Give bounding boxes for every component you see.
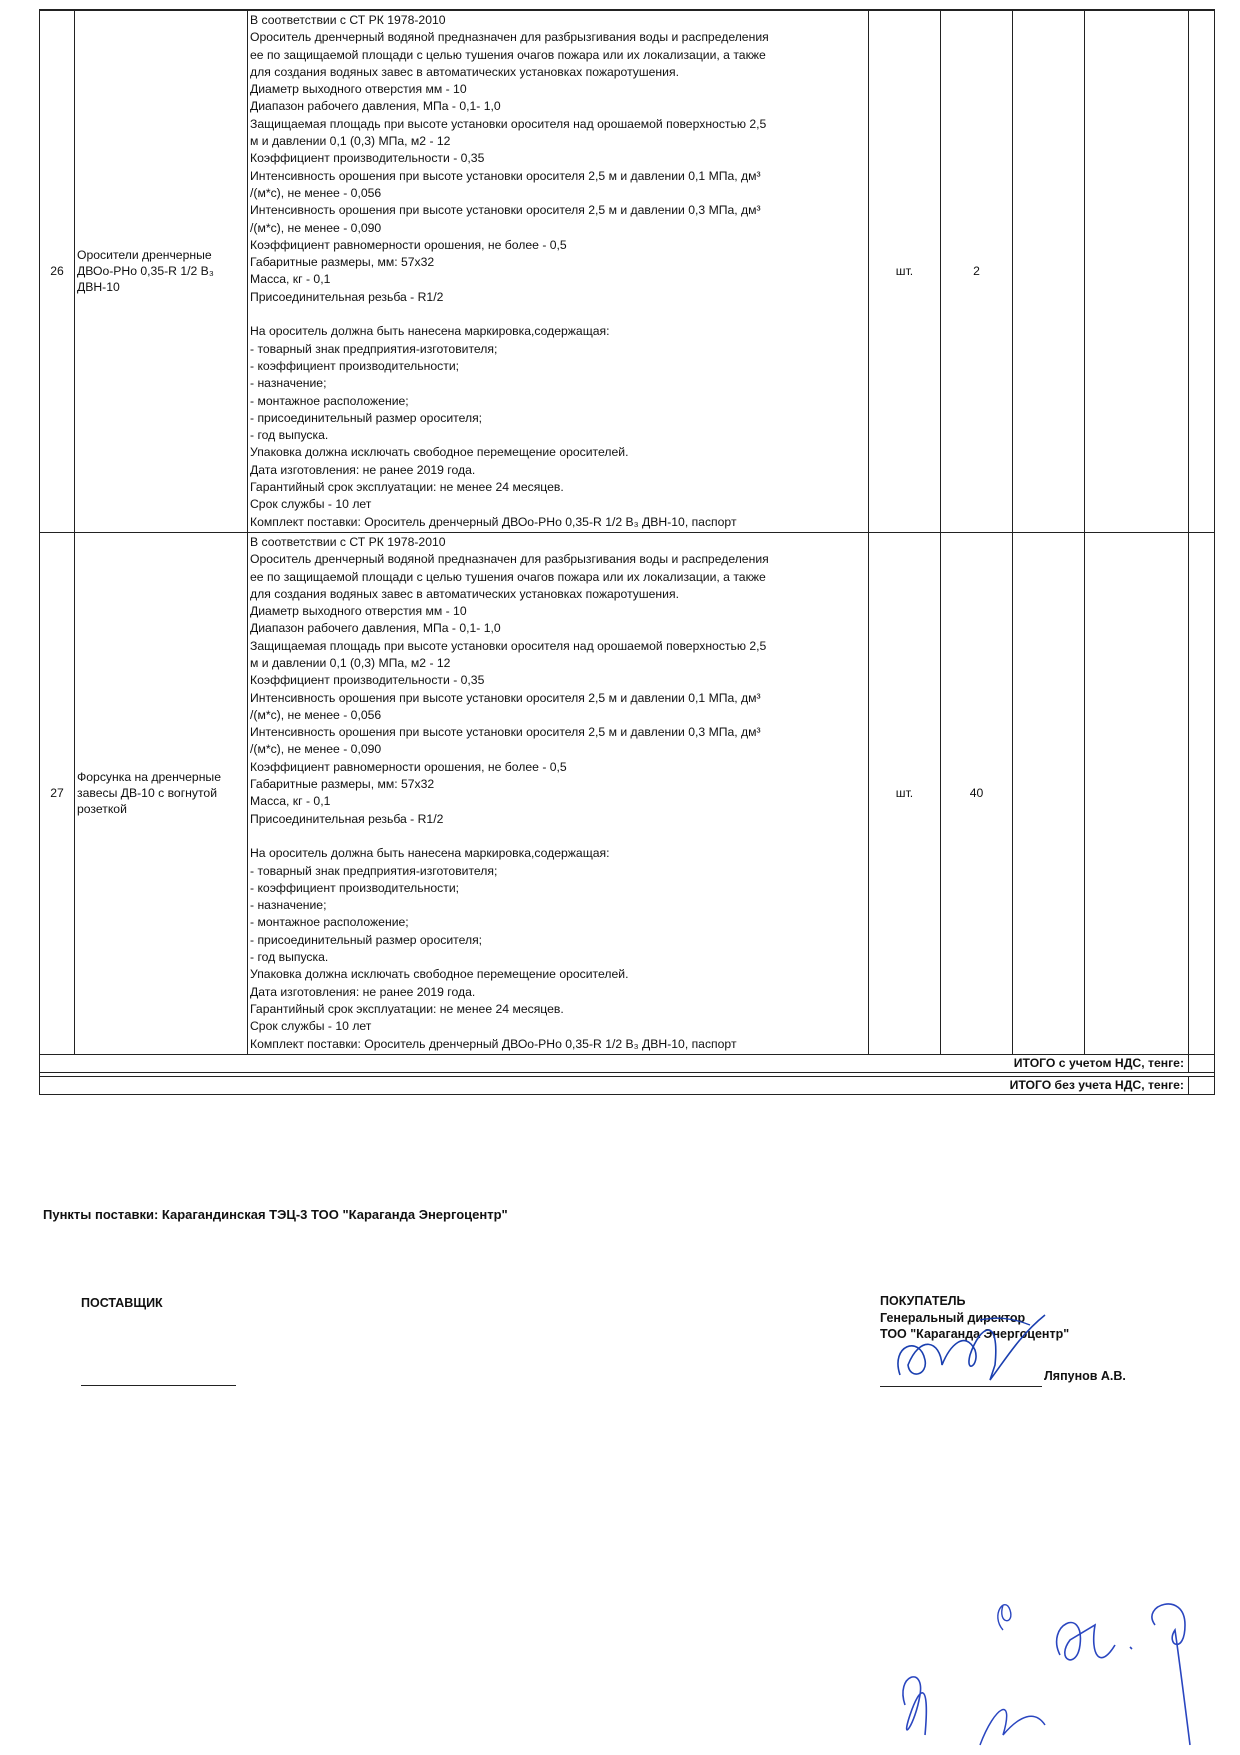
specification-table bbox=[39, 9, 1215, 1095]
description-line: для создания водяных завес в автоматических установках пожаротушения. bbox=[250, 64, 679, 79]
description-line: Коэффициент производительности - 0,35 bbox=[250, 151, 485, 166]
description-line: - год выпуска. bbox=[250, 428, 329, 443]
description-line: На ороситель должна быть нанесена маркировка,содержащая: bbox=[250, 846, 610, 861]
description-line: Коэффициент производительности - 0,35 bbox=[250, 673, 485, 688]
description-line: Масса, кг - 0,1 bbox=[250, 794, 331, 809]
description-line: Упаковка должна исключать свободное перемещение оросителей. bbox=[250, 967, 629, 982]
description-line: - коэффициент производительности; bbox=[250, 358, 460, 373]
description-line: Дата изготовления: не ранее 2019 года. bbox=[250, 462, 476, 477]
total-price bbox=[1085, 532, 1189, 1054]
description-line: - назначение; bbox=[250, 898, 327, 913]
description-gap bbox=[250, 828, 866, 845]
description-line: ее по защищаемой площади с целью тушения очагов пожара или их локализации, а также bbox=[250, 47, 766, 62]
total-with-vat-value bbox=[1189, 1054, 1215, 1072]
handwritten-initials-image bbox=[885, 1585, 1215, 1755]
description-line: Диапазон рабочего давления, МПа - 0,1- 1,0 bbox=[250, 99, 501, 114]
row-number: 27 bbox=[40, 532, 75, 1054]
quantity: 2 bbox=[941, 11, 1013, 533]
description-line: Срок службы - 10 лет bbox=[250, 1019, 372, 1034]
table-row bbox=[40, 11, 1215, 533]
table-body bbox=[40, 10, 1215, 1055]
description-line: Гарантийный срок эксплуатации: не менее 24 месяцев. bbox=[250, 480, 564, 495]
totals-body bbox=[40, 1054, 1215, 1094]
description-line: Защищаемая площадь при высоте установки оросителя над орошаемой поверхностью 2,5 bbox=[250, 638, 767, 653]
description-line: - присоединительный размер оросителя; bbox=[250, 410, 483, 425]
extra-column bbox=[1189, 11, 1215, 533]
total-without-vat-value bbox=[1189, 1076, 1215, 1094]
total-price bbox=[1085, 11, 1189, 533]
description-line: Масса, кг - 0,1 bbox=[250, 272, 331, 287]
total-without-vat-label: ИТОГО без учета НДС, тенге: bbox=[40, 1076, 1189, 1094]
description-line: - коэффициент производительности; bbox=[250, 880, 460, 895]
item-name: Оросители дренчерные ДВОо-РНо 0,35-R 1/2 В₃ ДВН-10 bbox=[75, 11, 248, 533]
total-with-vat-row bbox=[40, 1054, 1215, 1072]
description-line: Присоединительная резьба - R1/2 bbox=[250, 811, 444, 826]
unit-price bbox=[1013, 532, 1085, 1054]
description-line: Срок службы - 10 лет bbox=[250, 497, 372, 512]
description-line: для создания водяных завес в автоматических установках пожаротушения. bbox=[250, 586, 679, 601]
supplier-signature-line bbox=[81, 1385, 236, 1386]
description-line: Гарантийный срок эксплуатации: не менее 24 месяцев. bbox=[250, 1001, 564, 1016]
description-line: Присоединительная резьба - R1/2 bbox=[250, 289, 444, 304]
table-row bbox=[40, 532, 1215, 1054]
unit-price bbox=[1013, 11, 1085, 533]
description-line: Интенсивность орошения при высоте установки оросителя 2,5 м и давлении 0,3 МПа, дм³ bbox=[250, 203, 761, 218]
item-description bbox=[248, 11, 869, 533]
buyer-name: Ляпунов А.В. bbox=[1044, 1369, 1126, 1383]
description-line: м и давлении 0,1 (0,3) МПа, м2 - 12 bbox=[250, 134, 451, 149]
quantity: 40 bbox=[941, 532, 1013, 1054]
description-line: Габаритные размеры, мм: 57х32 bbox=[250, 777, 435, 792]
buyer-company: ТОО "Караганда Энергоцентр" bbox=[880, 1327, 1070, 1341]
row-number: 26 bbox=[40, 11, 75, 533]
delivery-points: Пункты поставки: Карагандинская ТЭЦ-3 ТОО "Караганда Энергоцентр" bbox=[43, 1207, 508, 1222]
buyer-position: Генеральный директор bbox=[880, 1310, 1026, 1325]
unit-of-measure: шт. bbox=[869, 11, 941, 533]
description-line: м и давлении 0,1 (0,3) МПа, м2 - 12 bbox=[250, 655, 451, 670]
description-line: В соответствии с СТ РК 1978-2010 bbox=[250, 534, 446, 549]
description-line: Комплект поставки: Ороситель дренчерный ДВОо-РНо 0,35-R 1/2 В₃ ДВН-10, паспорт bbox=[250, 514, 737, 529]
description-line: Защищаемая площадь при высоте установки оросителя над орошаемой поверхностью 2,5 bbox=[250, 116, 767, 131]
description-line: Интенсивность орошения при высоте установки оросителя 2,5 м и давлении 0,1 МПа, дм³ bbox=[250, 168, 761, 183]
description-line: ее по защищаемой площади с целью тушения очагов пожара или их локализации, а также bbox=[250, 569, 766, 584]
description-line: Ороситель дренчерный водяной предназначен для разбрызгивания воды и распределения bbox=[250, 30, 769, 45]
description-line: /(м*с), не менее - 0,056 bbox=[250, 707, 382, 722]
description-line: - год выпуска. bbox=[250, 950, 329, 965]
description-line: Ороситель дренчерный водяной предназначен для разбрызгивания воды и распределения bbox=[250, 552, 769, 567]
description-line: Габаритные размеры, мм: 57х32 bbox=[250, 255, 435, 270]
description-line: Коэффициент равномерности орошения, не более - 0,5 bbox=[250, 759, 567, 774]
description-line: На ороситель должна быть нанесена маркировка,содержащая: bbox=[250, 324, 610, 339]
description-line: - монтажное расположение; bbox=[250, 915, 409, 930]
buyer-signature-image bbox=[880, 1305, 1055, 1390]
description-line: - назначение; bbox=[250, 376, 327, 391]
description-line: Диаметр выходного отверстия мм - 10 bbox=[250, 604, 467, 619]
item-description bbox=[248, 532, 869, 1054]
description-line: /(м*с), не менее - 0,090 bbox=[250, 742, 382, 757]
description-line: Коэффициент равномерности орошения, не более - 0,5 bbox=[250, 237, 567, 252]
description-line: Интенсивность орошения при высоте установки оросителя 2,5 м и давлении 0,3 МПа, дм³ bbox=[250, 725, 761, 740]
description-line: Упаковка должна исключать свободное перемещение оросителей. bbox=[250, 445, 629, 460]
total-without-vat-row bbox=[40, 1076, 1215, 1094]
item-name: Форсунка на дренчерные завесы ДВ-10 с вогнутой розеткой bbox=[75, 532, 248, 1054]
description-line: Дата изготовления: не ранее 2019 года. bbox=[250, 984, 476, 999]
description-line: Диапазон рабочего давления, МПа - 0,1- 1,0 bbox=[250, 621, 501, 636]
buyer-label: ПОКУПАТЕЛЬ bbox=[880, 1294, 966, 1308]
description-line: - товарный знак предприятия-изготовителя; bbox=[250, 863, 498, 878]
extra-column bbox=[1189, 532, 1215, 1054]
description-line: - присоединительный размер оросителя; bbox=[250, 932, 483, 947]
description-line: В соответствии с СТ РК 1978-2010 bbox=[250, 13, 446, 27]
description-line: - товарный знак предприятия-изготовителя; bbox=[250, 341, 498, 356]
total-with-vat-label: ИТОГО с учетом НДС, тенге: bbox=[40, 1054, 1189, 1072]
description-line: Интенсивность орошения при высоте установки оросителя 2,5 м и давлении 0,1 МПа, дм³ bbox=[250, 690, 761, 705]
description-line: Диаметр выходного отверстия мм - 10 bbox=[250, 82, 467, 97]
description-line: Комплект поставки: Ороситель дренчерный ДВОо-РНо 0,35-R 1/2 В₃ ДВН-10, паспорт bbox=[250, 1036, 737, 1051]
description-line: /(м*с), не менее - 0,090 bbox=[250, 220, 382, 235]
description-line: /(м*с), не менее - 0,056 bbox=[250, 185, 382, 200]
description-line: - монтажное расположение; bbox=[250, 393, 409, 408]
supplier-label: ПОСТАВЩИК bbox=[81, 1296, 163, 1310]
description-gap bbox=[250, 306, 866, 323]
unit-of-measure: шт. bbox=[869, 532, 941, 1054]
